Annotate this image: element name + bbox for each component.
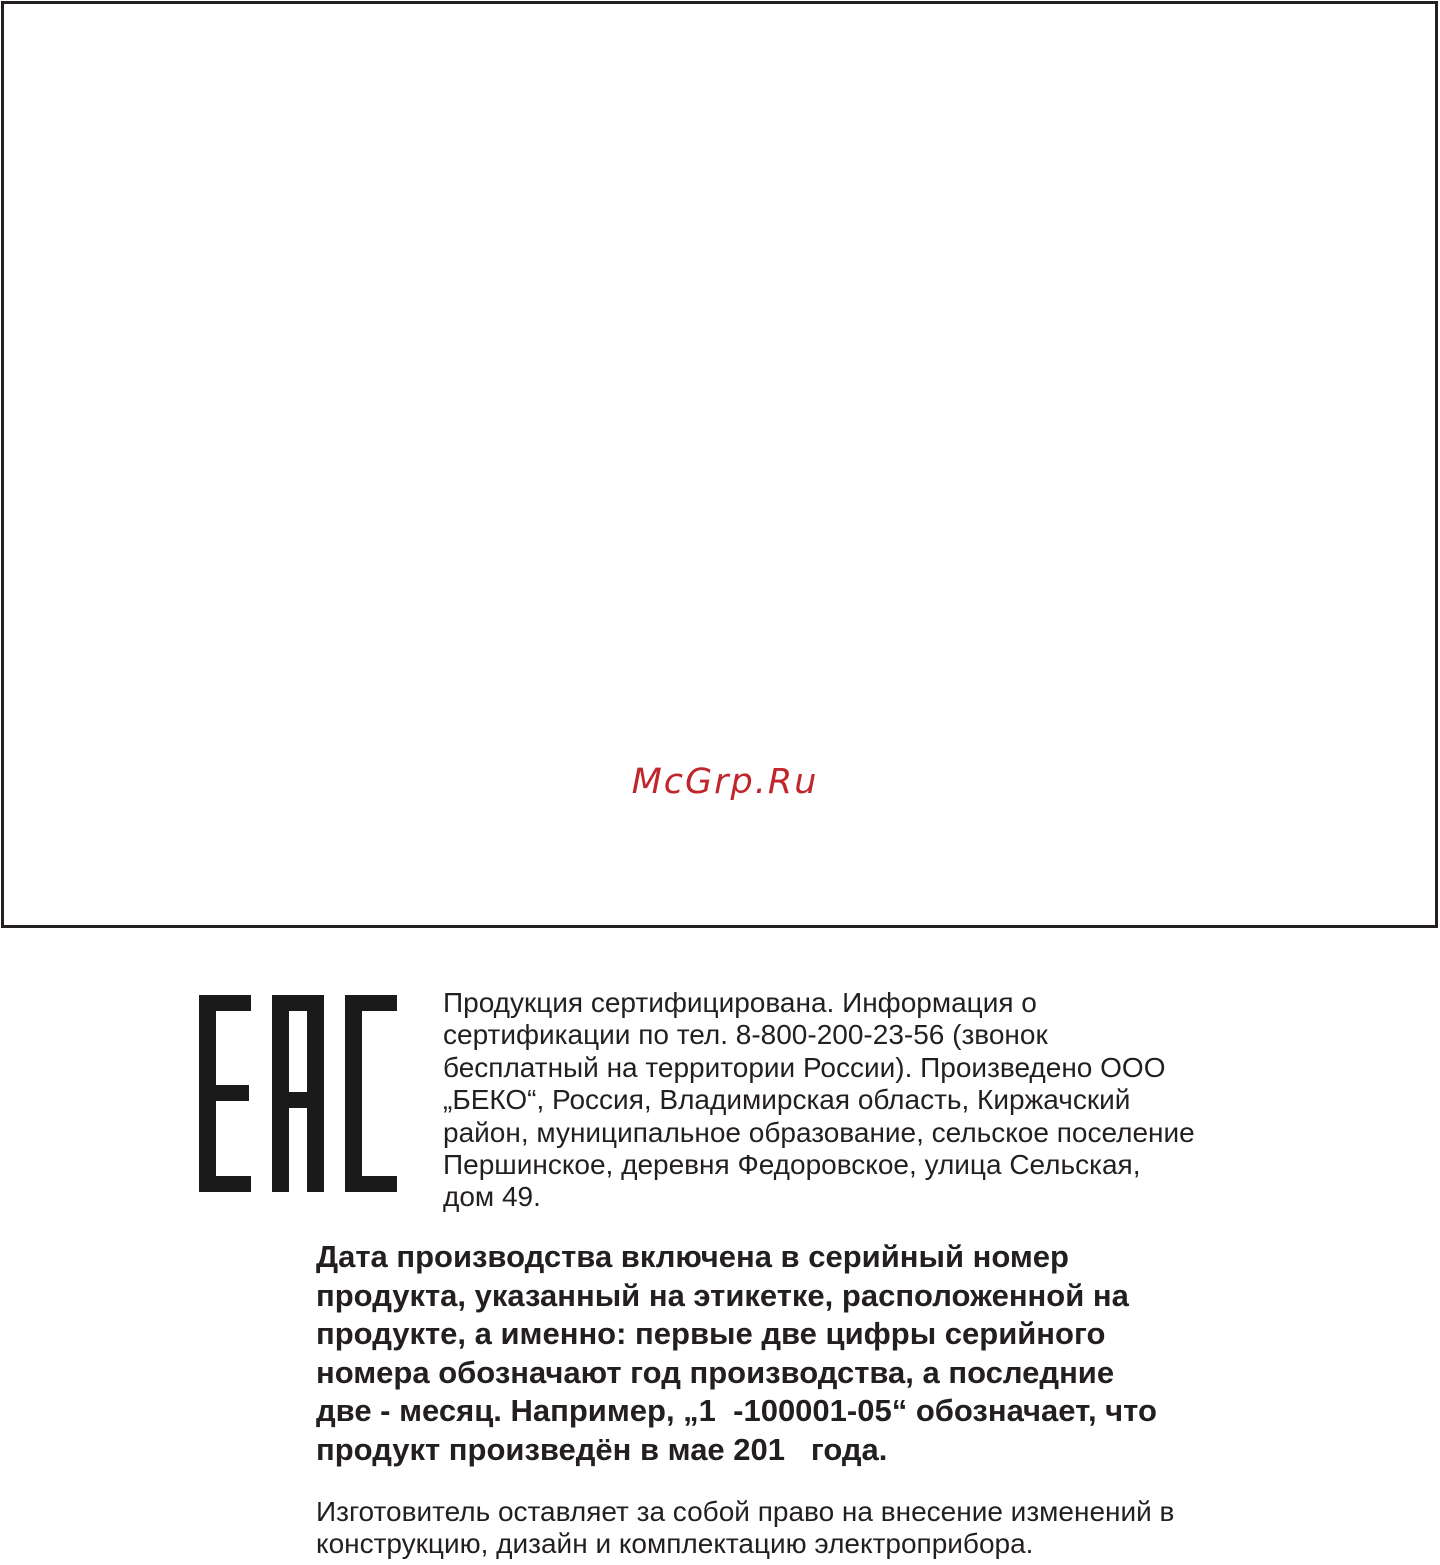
certification-info: Продукция сертифицирована. Информация о сертификации по тел. 8-800-200-23-56 (звонок бесплатный на территории России). Произведено ООО „БЕКО“, Россия, Владимирская область, Киржачский район, муниципальное образование, сельское поселение Першинское, деревня Федоровское, улица Сельская, дом 49. — [443, 987, 1195, 1213]
watermark-text: McGrp.Ru — [631, 762, 819, 802]
eac-certification-icon — [199, 995, 397, 1192]
manufacturer-disclaimer: Изготовитель оставляет за собой право на внесение изменений в конструкцию, дизайн и комплектацию электроприбора. — [316, 1496, 1175, 1559]
production-date-info: Дата производства включена в серийный номер продукта, указанный на этикетке, расположенной на продукте, а именно: первые две цифры серийного номера обозначают год производства, а последние две - месяц. Например, „1 -100001-05“ обозначает, что продукт произведён в мае 201 года. — [316, 1239, 1157, 1467]
